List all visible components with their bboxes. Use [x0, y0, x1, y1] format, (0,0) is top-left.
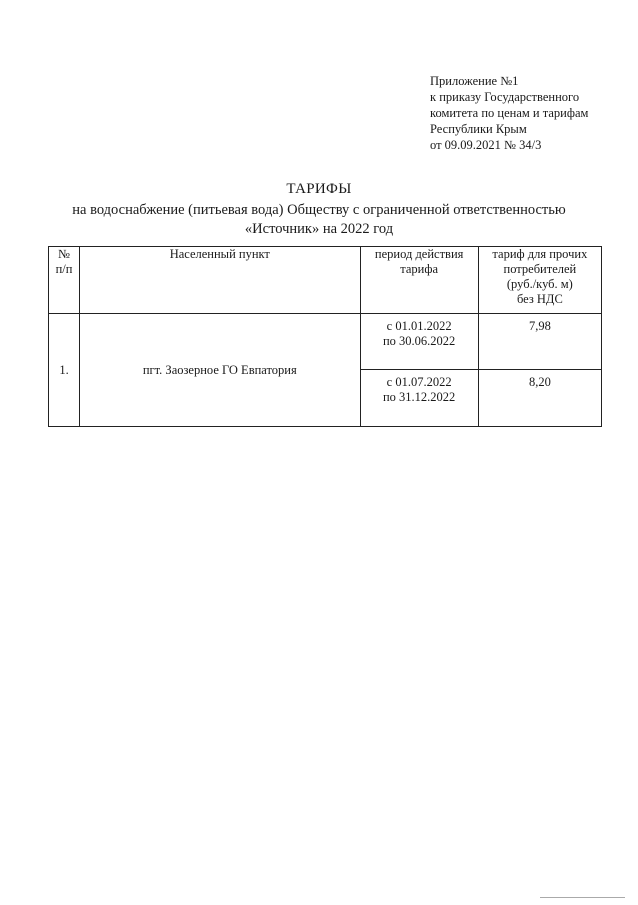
tariff-table [48, 246, 602, 427]
header-period: период действия тарифа [360, 247, 478, 314]
annex-line: комитета по ценам и тарифам [430, 106, 589, 120]
annex-block [430, 73, 588, 153]
row-tariff: 7,98 [478, 314, 601, 370]
row-period: с 01.07.2022 по 31.12.2022 [360, 370, 478, 427]
row-number: 1. [49, 314, 80, 427]
subtitle-line-1: на водоснабжение (питьевая вода) Обществу с ограниченной ответственностью [72, 202, 566, 218]
document-title: ТАРИФЫ [286, 181, 352, 197]
annex-line: Приложение №1 [430, 74, 519, 88]
row-locality: пгт. Заозерное ГО Евпатория [80, 314, 361, 427]
footer-rule [540, 897, 625, 898]
annex-order-date: от 09.09.2021 № 34/3 [430, 138, 542, 152]
header-locality: Населенный пункт [80, 247, 361, 314]
header-number: № п/п [49, 247, 80, 314]
row-tariff: 8,20 [478, 370, 601, 427]
header-tariff: тариф для прочих потребителей (руб./куб. м) без НДС [478, 247, 601, 314]
document-subtitle [0, 201, 638, 239]
table-row [49, 314, 602, 370]
subtitle-line-2: «Источник» на 2022 год [244, 221, 394, 237]
row-period: с 01.01.2022 по 30.06.2022 [360, 314, 478, 370]
annex-line: к приказу Государственного [430, 90, 580, 104]
table-header-row [49, 247, 602, 314]
annex-line: Республики Крым [430, 122, 527, 136]
